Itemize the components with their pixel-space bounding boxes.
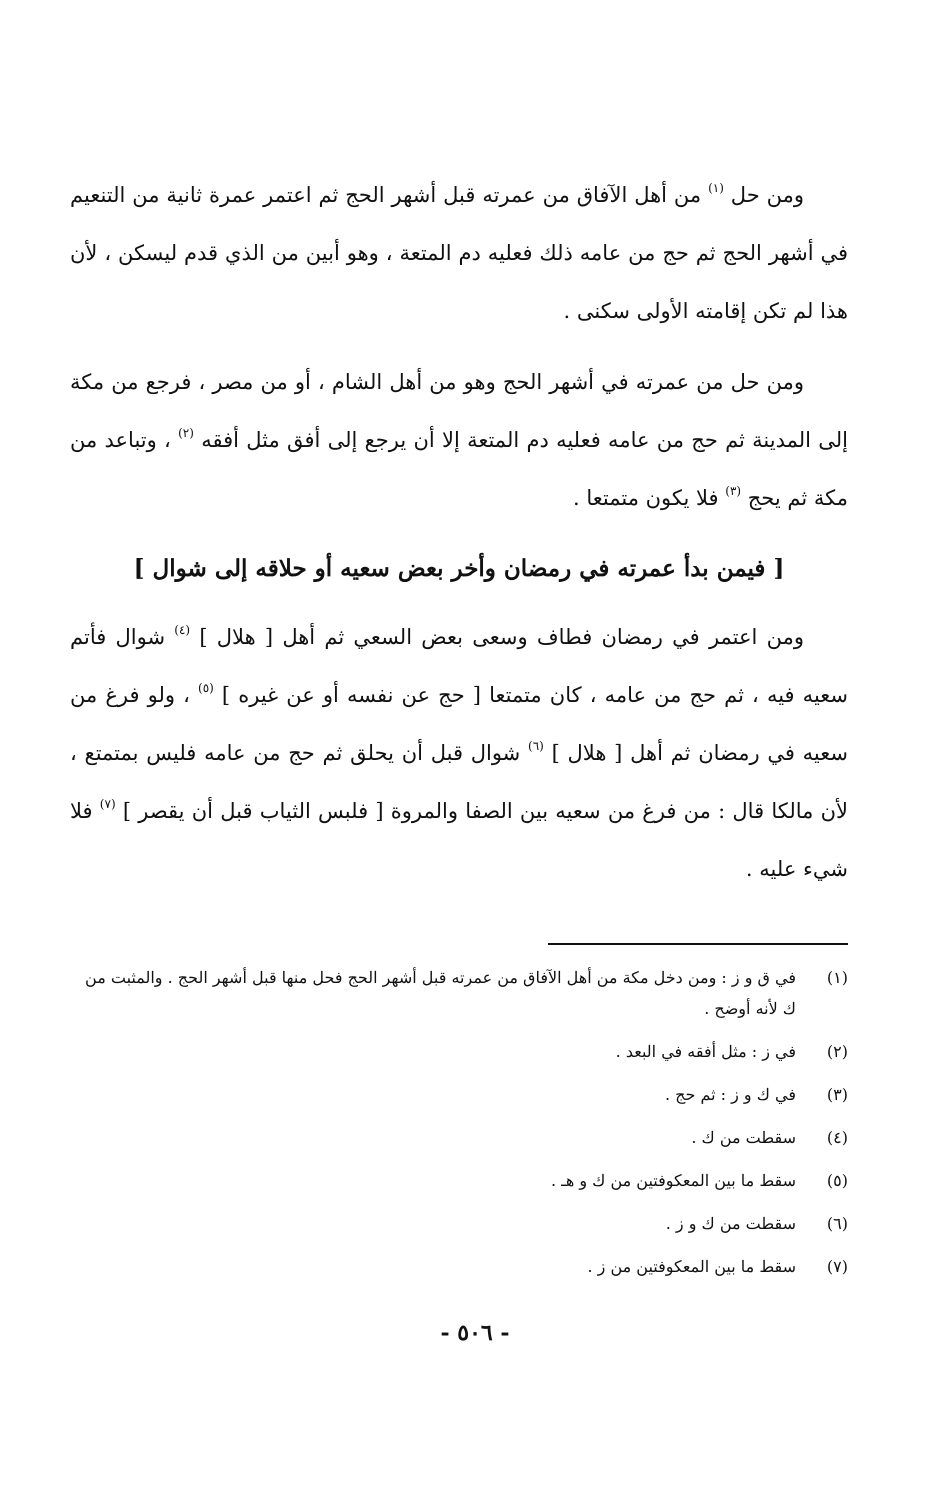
footnote-number: (٣) (826, 1085, 848, 1104)
footnote-text: سقطت من ك و ز . (665, 1214, 796, 1233)
paragraph-text: ومن اعتمر في رمضان فطاف وسعى بعض السعي ثم أهل [ هلال ] (190, 625, 804, 649)
paragraph-text: شوال قبل أن يحلق ثم حج من عامه فليس بمتمتع ، لأن مالكا قال : من فرغ من سعيه بين الصفا والمروة [ فلبس الثياب قبل أن يقصر ] (70, 741, 848, 823)
footnote-number: (١) (826, 968, 848, 987)
footnotes-list (70, 962, 848, 1294)
paragraph-3 (70, 608, 848, 898)
footnote-ref-1[interactable]: (١) (708, 181, 724, 195)
footnote-item (70, 1122, 848, 1153)
footnote-text: في ق و ز : ومن دخل مكة من أهل الآفاق من عمرته قبل أشهر الحج فحل منها قبل أشهر الحج . والمثبت من ك لأنه أوضح . (85, 968, 796, 1018)
paragraph-1 (70, 166, 848, 340)
footnote-item (70, 1165, 848, 1196)
footnote-item (70, 1079, 848, 1110)
paragraph-text: فلا شيء عليه . (70, 799, 848, 881)
footnote-text: سقط ما بين المعكوفتين من ك و هـ . (550, 1171, 796, 1190)
paragraph-2 (70, 353, 848, 527)
section-heading: [ فيمن بدأ عمرته في رمضان وأخر بعض سعيه أو حلاقه إلى شوال ] (133, 555, 785, 582)
footnote-ref-3[interactable]: (٣) (725, 484, 742, 498)
paragraph-text: من أهل الآفاق من عمرته قبل أشهر الحج ثم اعتمر عمرة ثانية من التنعيم في أشهر الحج ثم حج من عامه ذلك فعليه دم المتعة ، وهو أبين من الذي قدم ليسكن ، لأن هذا لم تكن إقامته الأولى سكنى . (70, 183, 848, 323)
footnote-text: سقطت من ك . (691, 1128, 796, 1147)
footnote-ref-5[interactable]: (٥) (198, 681, 214, 695)
page-number: - ٥٠٦ - (440, 1320, 510, 1346)
footnote-number: (٤) (826, 1128, 848, 1147)
paragraph-text: ومن حل من عمرته في أشهر الحج وهو من أهل الشام ، أو من مصر ، فرجع من مكة إلى المدينة ثم حج من عامه فعليه دم المتعة إلا أن يرجع إلى أفق مثل أفقه (70, 370, 848, 452)
footnote-item (70, 1036, 848, 1067)
footnote-ref-7[interactable]: (٧) (99, 797, 116, 811)
footnote-text: في ك و ز : ثم حج . (664, 1085, 796, 1104)
footnote-ref-2[interactable]: (٢) (178, 426, 194, 440)
paragraph-text: فلا يكون متمتعا . (573, 486, 726, 510)
footnote-ref-4[interactable]: (٤) (174, 623, 191, 637)
footnote-ref-6[interactable]: (٦) (528, 739, 544, 753)
footnote-text: في ز : مثل أفقه في البعد . (615, 1042, 796, 1061)
footnote-number: (٢) (826, 1042, 848, 1061)
footnote-number: (٦) (826, 1214, 848, 1233)
paragraph-text: ومن حل (723, 183, 804, 207)
footnote-item (70, 962, 848, 1024)
footnote-number: (٥) (826, 1171, 848, 1190)
footnote-divider (548, 943, 848, 945)
footnote-item (70, 1208, 848, 1239)
paragraph-text: ، وتباعد من مكة ثم يحج (70, 428, 848, 510)
footnote-item (70, 1251, 848, 1282)
paragraph-text: شوال فأتم سعيه فيه ، ثم حج من عامه ، كان متمتعا [ حج عن نفسه أو عن غيره ] (70, 625, 849, 707)
paragraph-text: ، ولو فرغ من سعيه في رمضان ثم أهل [ هلال ] (70, 683, 848, 765)
footnote-text: سقط ما بين المعكوفتين من ز . (587, 1257, 796, 1276)
footnote-number: (٧) (826, 1257, 848, 1276)
